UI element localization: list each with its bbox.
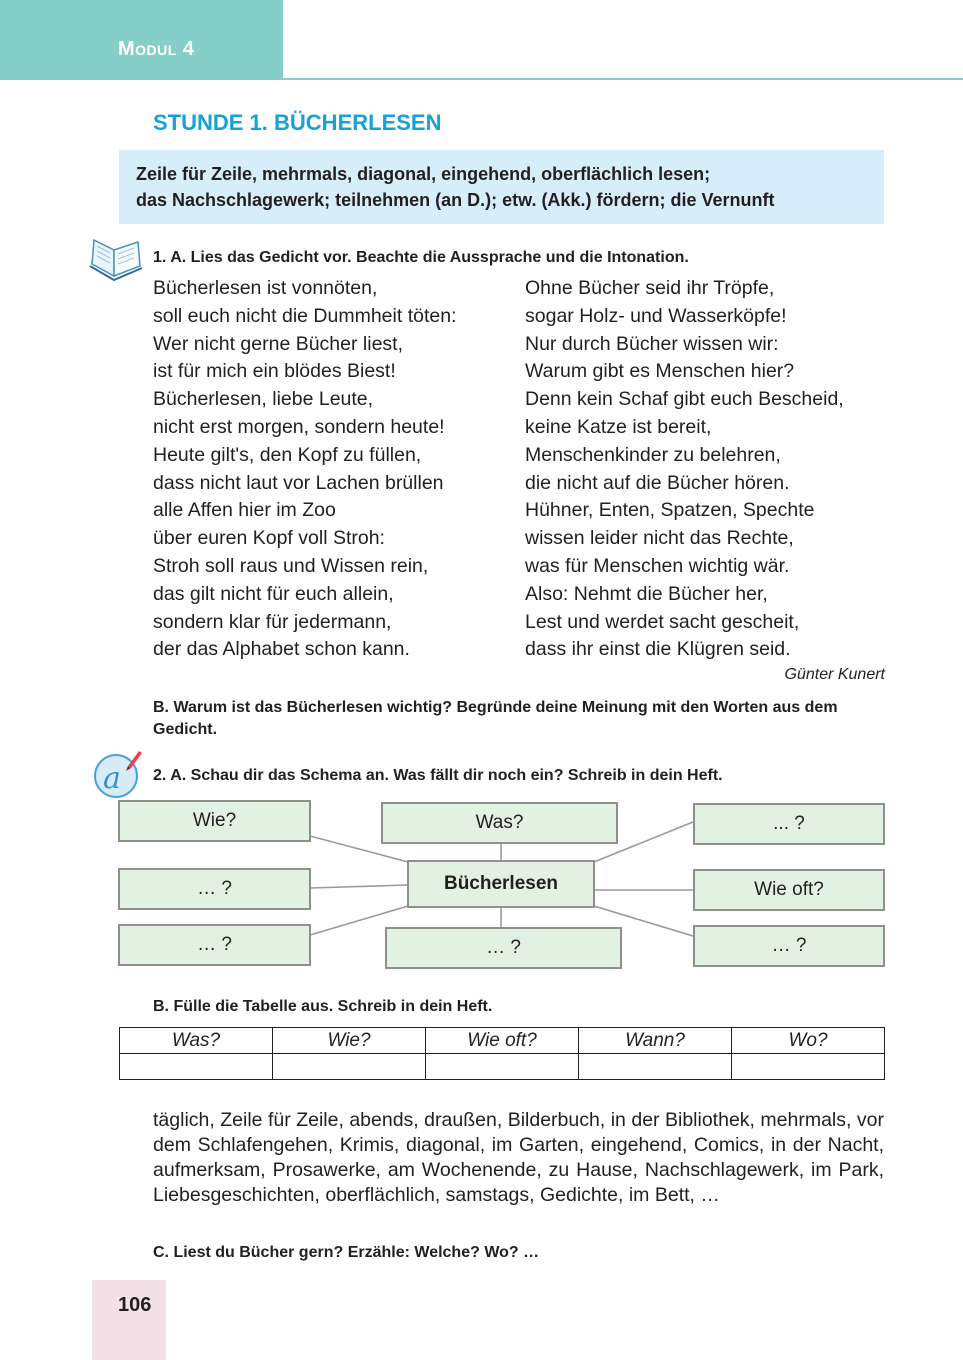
poem-line: die nicht auf die Bücher hören. xyxy=(525,471,790,494)
schema-box-label: ... ? xyxy=(773,813,805,834)
schema-box-mid-left xyxy=(118,868,311,910)
poem-line: Nur durch Bücher wissen wir: xyxy=(525,332,779,355)
poem-line: keine Katze ist bereit, xyxy=(525,415,712,438)
schema-box-top-right xyxy=(693,803,885,845)
schema-box-label: Bücherlesen xyxy=(443,873,559,894)
table-cell xyxy=(426,1054,579,1080)
fill-in-table xyxy=(119,1027,885,1080)
poem-line: Ohne Bücher seid ihr Tröpfe, xyxy=(525,277,775,299)
poem-line: dass ihr einst die Klügren seid. xyxy=(525,638,791,661)
table-header-cell: Wann? xyxy=(579,1028,732,1054)
table-header-cell: Wie oft? xyxy=(426,1028,579,1054)
poem-line: sogar Holz- und Wasserköpfe! xyxy=(525,304,787,327)
schema-box-label: Wie oft? xyxy=(754,879,824,900)
schema-box-bottom-middle xyxy=(385,927,622,969)
page-number: 106 xyxy=(118,1294,152,1316)
poem-right-column xyxy=(525,275,844,664)
table-header-row xyxy=(120,1028,885,1054)
vocabulary-line: Zeile für Zeile, mehrmals, diagonal, eingehend, oberflächlich lesen; xyxy=(136,164,711,184)
table-cell xyxy=(732,1054,885,1080)
table-cell xyxy=(120,1054,273,1080)
table-header-cell: Was? xyxy=(120,1028,273,1054)
task-1b-instruction: B. Warum ist das Bücherlesen wichtig? Begründe deine Meinung mit den Worten aus dem Gedicht. xyxy=(153,699,838,738)
module-label: Modul 4 xyxy=(118,38,195,60)
poem-line: Denn kein Schaf gibt euch Bescheid, xyxy=(525,388,844,411)
schema-box-label: … ? xyxy=(197,934,232,955)
schema-box-top-middle xyxy=(381,802,618,844)
poem-line: ist für mich ein blödes Biest! xyxy=(153,360,396,383)
pen-letter-icon xyxy=(92,748,144,800)
task-2c-instruction: C. Liest du Bücher gern? Erzähle: Welche? Wo? … xyxy=(153,1244,540,1261)
poem-line: Lest und werdet sacht gescheit, xyxy=(525,610,800,633)
poem-line: nicht erst morgen, sondern heute! xyxy=(153,415,445,438)
poem-line: Bücherlesen ist vonnöten, xyxy=(153,277,378,299)
schema-box-label: Wie? xyxy=(192,810,237,831)
poem-line: der das Alphabet schon kann. xyxy=(153,638,410,661)
poem-author: Günter Kunert xyxy=(784,666,885,683)
task-1a-instruction: 1. A. Lies das Gedicht vor. Beachte die Aussprache und die Intonation. xyxy=(153,249,689,266)
table-cell xyxy=(579,1054,732,1080)
schema-box-bottom-left xyxy=(118,924,311,966)
open-book-icon xyxy=(88,236,144,282)
lesson-title: STUNDE 1. BÜCHERLESEN xyxy=(153,110,442,135)
schema-box-label: … ? xyxy=(486,937,521,958)
table-row xyxy=(120,1054,885,1080)
page-number-tab xyxy=(92,1280,166,1360)
poem-line: Stroh soll raus und Wissen rein, xyxy=(153,554,429,577)
task-2b-instruction: B. Fülle die Tabelle aus. Schreib in dein Heft. xyxy=(153,998,493,1015)
task-2a-instruction: 2. A. Schau dir das Schema an. Was fällt dir noch ein? Schreib in dein Heft. xyxy=(153,767,723,784)
poem-line: Warum gibt es Menschen hier? xyxy=(525,360,795,383)
schema-box-label: Was? xyxy=(475,812,524,833)
schema-box-top-left xyxy=(118,800,311,842)
header-divider xyxy=(283,78,963,80)
schema-box-label: … ? xyxy=(771,935,807,956)
vocabulary-line: das Nachschlagewerk; teilnehmen (an D.); etw. (Akk.) fördern; die Vernunft xyxy=(136,190,775,210)
poem-line: Menschenkinder zu belehren, xyxy=(525,443,781,466)
table-cell xyxy=(273,1054,426,1080)
poem-line: Heute gilt's, den Kopf zu füllen, xyxy=(153,443,422,466)
poem-line: Bücherlesen, liebe Leute, xyxy=(153,388,374,411)
table-header-cell: Wie? xyxy=(273,1028,426,1054)
poem-line: Hühner, Enten, Spatzen, Spechte xyxy=(525,499,815,522)
poem-line: alle Affen hier im Zoo xyxy=(153,499,336,522)
poem-line: Wer nicht gerne Bücher liest, xyxy=(153,332,404,355)
svg-text:a: a xyxy=(103,761,121,796)
schema-box-label: … ? xyxy=(197,878,232,899)
schema-box-center xyxy=(407,860,595,908)
schema-box-bottom-right xyxy=(693,925,885,967)
poem-line: über euren Kopf voll Stroh: xyxy=(153,527,385,550)
poem-line: soll euch nicht die Dummheit töten: xyxy=(153,304,457,327)
vocabulary-box xyxy=(119,150,884,224)
poem-line: wissen leider nicht das Rechte, xyxy=(525,527,794,550)
schema-box-mid-right xyxy=(693,869,885,911)
poem-line: sondern klar für jedermann, xyxy=(153,610,392,633)
poem-left-column xyxy=(153,275,457,664)
poem-line: was für Menschen wichtig wär. xyxy=(525,554,790,577)
poem-line: das gilt nicht für euch allein, xyxy=(153,582,394,605)
table-header-cell: Wo? xyxy=(732,1028,885,1054)
poem-line: dass nicht laut vor Lachen brüllen xyxy=(153,471,444,494)
poem-line: Also: Nehmt die Bücher her, xyxy=(525,582,768,605)
word-bank: täglich, Zeile für Zeile, abends, draußen, Bilderbuch, in der Bibliothek, mehrmals, vor dem Schlafengehen, Krimis, diagonal, im Garten, eingehend, Comics, in der Nacht, aufmerksam, Prosawerke, am Wochenende, zu Hause, Nachschlagewerk, im Park, Liebesgeschichten, oberflächlich, samstags, Gedichte, im Bett, … xyxy=(153,1109,884,1206)
